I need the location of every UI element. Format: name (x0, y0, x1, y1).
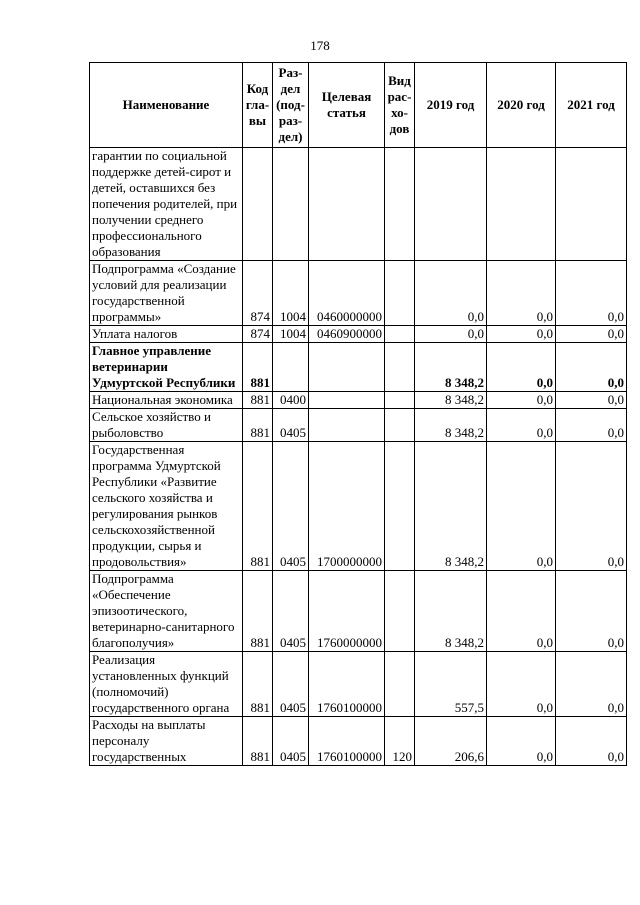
row-expense-type (385, 571, 415, 652)
row-2021: 0,0 (556, 409, 627, 442)
row-target: 1700000000 (309, 442, 385, 571)
row-target: 0460900000 (309, 326, 385, 343)
row-name: Сельское хозяйство и рыболовство (90, 409, 243, 442)
column-header-2021: 2021 год (556, 63, 627, 148)
row-target: 1760100000 (309, 652, 385, 717)
table-row (90, 442, 627, 571)
row-name: Подпрограмма «Обеспечение эпизоотического, ветеринарно-санитарного благополучия» (90, 571, 243, 652)
row-target (309, 148, 385, 261)
row-2020: 0,0 (487, 261, 556, 326)
table-row (90, 571, 627, 652)
row-target (309, 392, 385, 409)
header-row (90, 63, 627, 148)
row-expense-type (385, 652, 415, 717)
row-name: Главное управление ветеринарии Удмуртской Республики (90, 343, 243, 392)
table-row (90, 392, 627, 409)
row-chapter: 881 (243, 717, 273, 766)
row-expense-type (385, 261, 415, 326)
row-target: 1760100000 (309, 717, 385, 766)
row-section: 0405 (273, 409, 309, 442)
row-2020: 0,0 (487, 717, 556, 766)
row-expense-type (385, 148, 415, 261)
row-section: 0405 (273, 442, 309, 571)
row-chapter: 881 (243, 409, 273, 442)
row-section: 0405 (273, 652, 309, 717)
row-section: 1004 (273, 261, 309, 326)
row-2021: 0,0 (556, 571, 627, 652)
row-2019 (415, 148, 487, 261)
row-2021: 0,0 (556, 261, 627, 326)
row-name: гарантии по социальной поддержке детей-сирот и детей, оставшихся без попечения родителей, при получении среднего профессионального образования (90, 148, 243, 261)
table-row (90, 409, 627, 442)
row-expense-type: 120 (385, 717, 415, 766)
row-target: 0460000000 (309, 261, 385, 326)
row-chapter: 881 (243, 442, 273, 571)
row-2020: 0,0 (487, 442, 556, 571)
row-2019: 8 348,2 (415, 409, 487, 442)
row-name: Уплата налогов (90, 326, 243, 343)
row-2019: 8 348,2 (415, 392, 487, 409)
row-2020: 0,0 (487, 326, 556, 343)
row-2020: 0,0 (487, 652, 556, 717)
row-name: Реализация установленных функций (полномочий) государственного органа (90, 652, 243, 717)
table-row (90, 326, 627, 343)
column-header-chapter: Код гла- вы (243, 63, 273, 148)
table-row (90, 652, 627, 717)
row-expense-type (385, 392, 415, 409)
row-chapter: 881 (243, 343, 273, 392)
row-2019: 0,0 (415, 326, 487, 343)
row-section (273, 343, 309, 392)
table-row (90, 148, 627, 261)
row-2019: 557,5 (415, 652, 487, 717)
row-2019: 8 348,2 (415, 343, 487, 392)
row-target: 1760000000 (309, 571, 385, 652)
row-name: Подпрограмма «Создание условий для реализации государственной программы» (90, 261, 243, 326)
row-section: 0405 (273, 717, 309, 766)
table-row (90, 343, 627, 392)
row-2021: 0,0 (556, 392, 627, 409)
row-chapter: 874 (243, 326, 273, 343)
row-2020: 0,0 (487, 409, 556, 442)
column-header-2020: 2020 год (487, 63, 556, 148)
row-2020: 0,0 (487, 343, 556, 392)
table-row (90, 261, 627, 326)
row-section: 1004 (273, 326, 309, 343)
column-header-expense-type: Вид рас- хо- дов (385, 63, 415, 148)
row-2021: 0,0 (556, 717, 627, 766)
row-expense-type (385, 409, 415, 442)
row-2020: 0,0 (487, 571, 556, 652)
row-2021: 0,0 (556, 343, 627, 392)
row-2021 (556, 148, 627, 261)
row-2019: 8 348,2 (415, 571, 487, 652)
row-2019: 0,0 (415, 261, 487, 326)
column-header-name: Наименование (90, 63, 243, 148)
row-expense-type (385, 442, 415, 571)
table-row (90, 717, 627, 766)
row-2021: 0,0 (556, 652, 627, 717)
row-chapter: 881 (243, 571, 273, 652)
row-2021: 0,0 (556, 326, 627, 343)
row-section: 0400 (273, 392, 309, 409)
row-target (309, 409, 385, 442)
row-chapter: 874 (243, 261, 273, 326)
row-chapter (243, 148, 273, 261)
row-2019: 206,6 (415, 717, 487, 766)
row-2020: 0,0 (487, 392, 556, 409)
row-2021: 0,0 (556, 442, 627, 571)
column-header-2019: 2019 год (415, 63, 487, 148)
row-target (309, 343, 385, 392)
row-section: 0405 (273, 571, 309, 652)
row-name: Государственная программа Удмуртской Республики «Развитие сельского хозяйства и регулирования рынков сельскохозяйственной продукции, сырья и продовольствия» (90, 442, 243, 571)
row-2019: 8 348,2 (415, 442, 487, 571)
row-name: Расходы на выплаты персоналу государственных (90, 717, 243, 766)
page-number: 178 (310, 38, 330, 53)
row-chapter: 881 (243, 392, 273, 409)
row-expense-type (385, 326, 415, 343)
row-section (273, 148, 309, 261)
table-body (90, 148, 627, 766)
row-2020 (487, 148, 556, 261)
column-header-section: Раз- дел (под- раз- дел) (273, 63, 309, 148)
budget-table (89, 62, 627, 766)
row-expense-type (385, 343, 415, 392)
row-name: Национальная экономика (90, 392, 243, 409)
column-header-target: Целевая статья (309, 63, 385, 148)
row-chapter: 881 (243, 652, 273, 717)
